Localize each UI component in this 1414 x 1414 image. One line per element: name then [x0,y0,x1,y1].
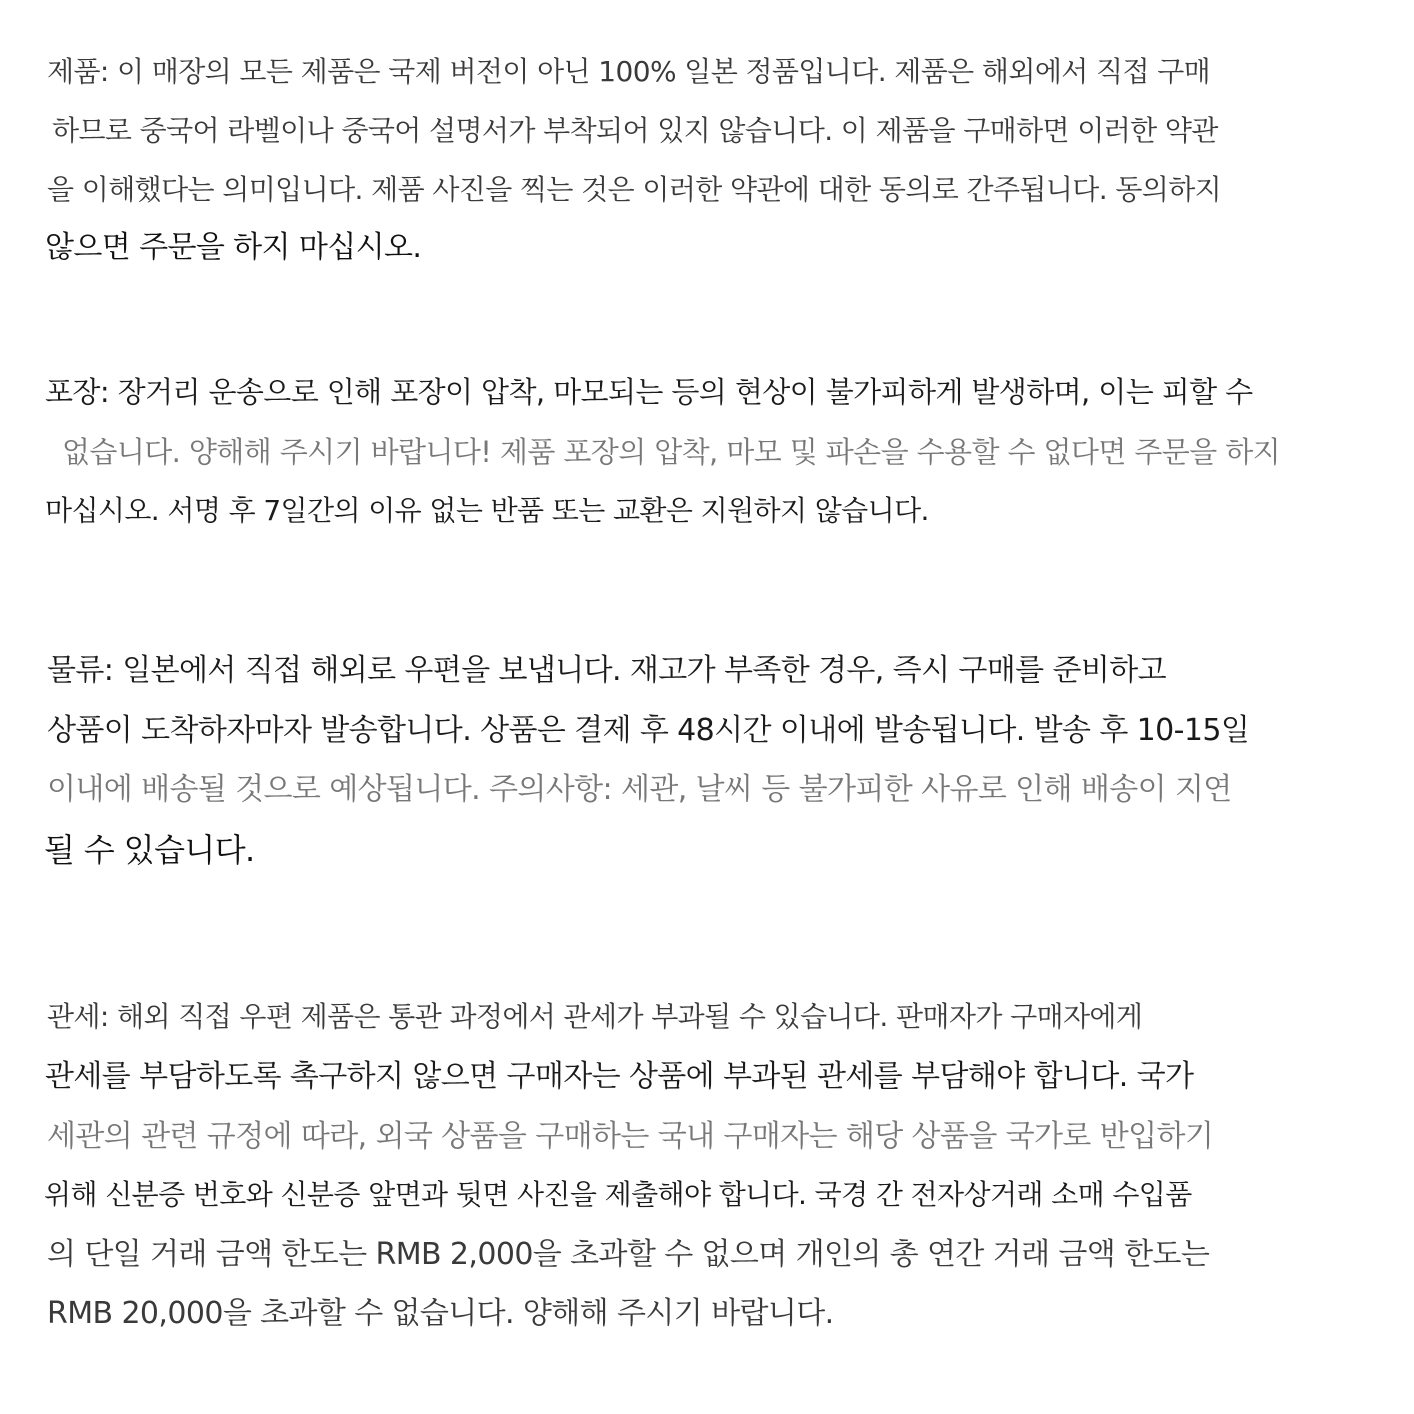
packaging-line-2: 없습니다. 양해해 주시기 바랍니다! 제품 포장의 압착, 마모 및 파손을 수용할 수 없다면 주문을 하지 [62,435,1281,469]
logistics-line-2: 상품이 도착하자마자 발송합니다. 상품은 결제 후 48시간 이내에 발송됩니다. 발송 후 10-15일 [47,713,1250,748]
product-line-2: 하므로 중국어 라벨이나 중국어 설명서가 부착되어 있지 않습니다. 이 제품을 구매하면 이러한 약관 [52,114,1218,147]
customs-line-6: RMB 20,000을 초과할 수 없습니다. 양해해 주시기 바랍니다. [47,1296,834,1331]
logistics-line-3: 이내에 배송될 것으로 예상됩니다. 주의사항: 세관, 날씨 등 불가피한 사유로 인해 배송이 지연 [47,772,1232,807]
customs-line-5: 의 단일 거래 금액 한도는 RMB 2,000을 초과할 수 없으며 개인의 총 연간 거래 금액 한도는 [47,1237,1210,1272]
customs-line-1: 관세: 해외 직접 우편 제품은 통관 과정에서 관세가 부과될 수 있습니다. 판매자가 구매자에게 [47,1000,1143,1033]
customs-line-2: 관세를 부담하도록 촉구하지 않으면 구매자는 상품에 부과된 관세를 부담해야 합니다. 국가 [45,1059,1194,1094]
packaging-line-3: 마십시오. 서명 후 7일간의 이유 없는 반품 또는 교환은 지원하지 않습니다. [45,494,929,527]
product-line-3: 을 이해했다는 의미입니다. 제품 사진을 찍는 것은 이러한 약관에 대한 동의로 간주됩니다. 동의하지 [47,173,1222,206]
product-line-1: 제품: 이 매장의 모든 제품은 국제 버전이 아닌 100% 일본 정품입니다. 제품은 해외에서 직접 구매 [47,55,1211,88]
packaging-line-1: 포장: 장거리 운송으로 인해 포장이 압착, 마모되는 등의 현상이 불가피하게 발생하며, 이는 피할 수 [45,375,1253,409]
customs-line-4: 위해 신분증 번호와 신분증 앞면과 뒷면 사진을 제출해야 합니다. 국경 간 전자상거래 소매 수입품 [44,1178,1192,1211]
logistics-line-1: 물류: 일본에서 직접 해외로 우편을 보냅니다. 재고가 부족한 경우, 즉시 구매를 준비하고 [47,653,1166,688]
product-line-4: 않으면 주문을 하지 마십시오. [45,230,422,265]
logistics-line-4: 될 수 있습니다. [44,831,255,869]
customs-line-3: 세관의 관련 규정에 따라, 외국 상품을 구매하는 국내 구매자는 해당 상품을 국가로 반입하기 [47,1119,1214,1154]
